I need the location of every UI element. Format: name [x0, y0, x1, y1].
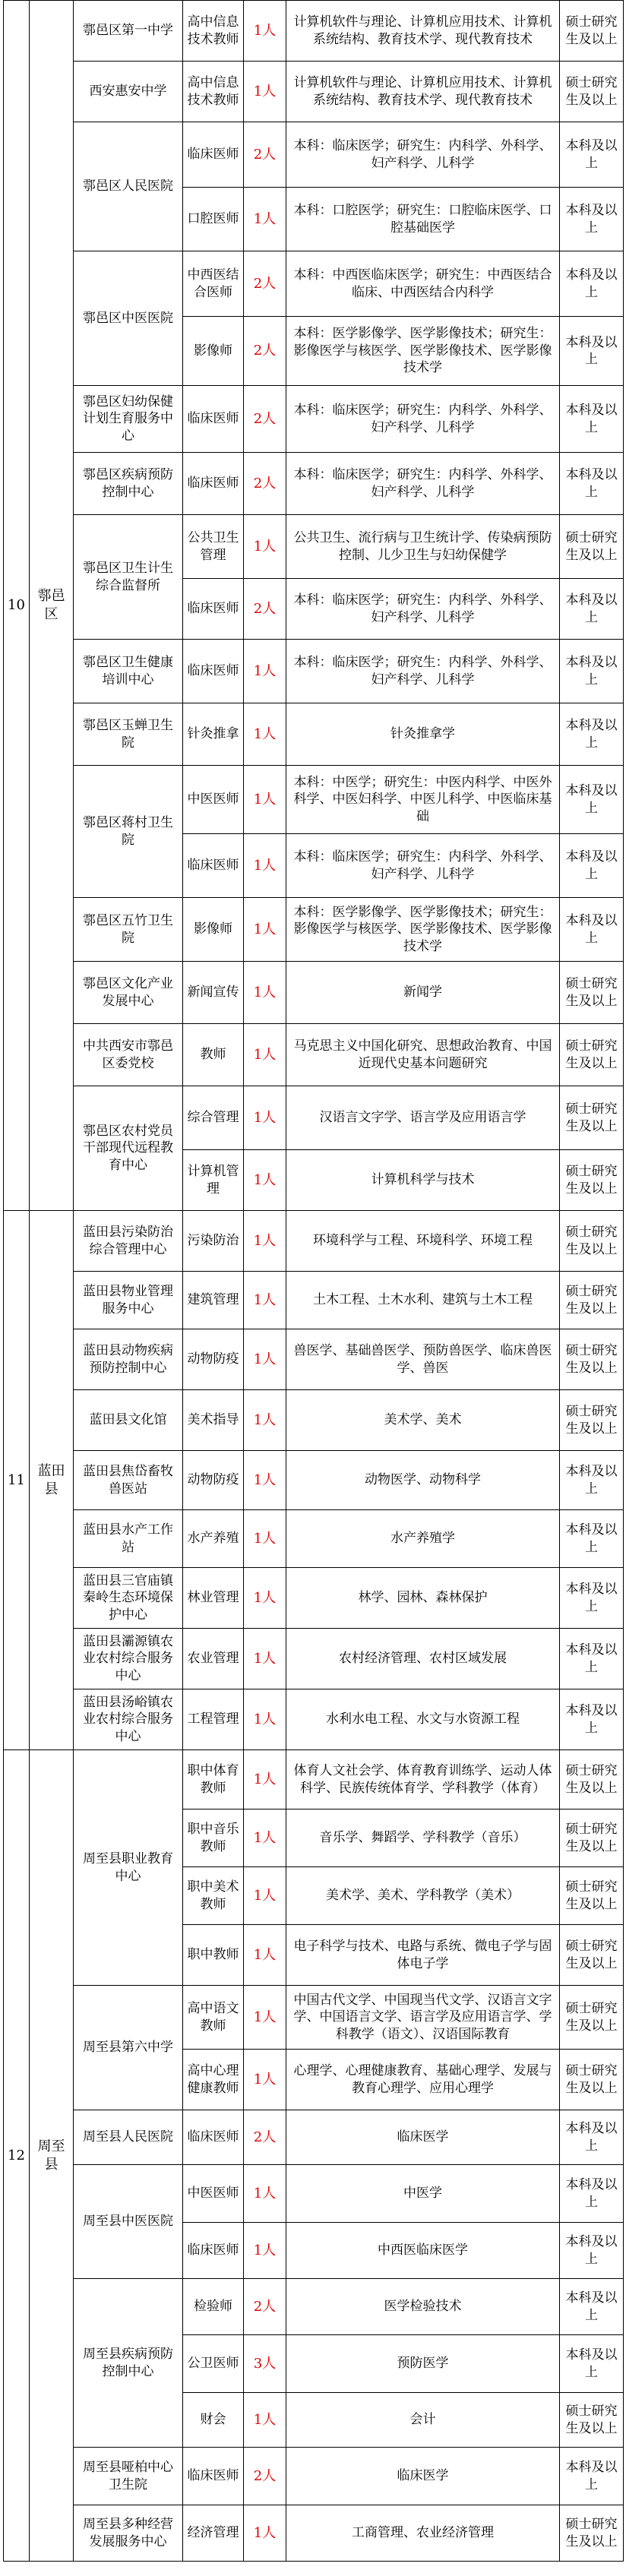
- education-cell: 硕士研究生及以上: [560, 1329, 624, 1390]
- unit-cell: 蓝田县汤峪镇农业农村综合服务中心: [74, 1689, 183, 1750]
- unit-cell: 蓝田县动物疾病预防控制中心: [74, 1329, 183, 1390]
- major-cell: 农村经济管理、农村区域发展: [286, 1629, 560, 1689]
- major-cell: 马克思主义中国化研究、思想政治教育、中国近现代史基本问题研究: [286, 1024, 560, 1086]
- unit-cell: 鄠邑区疾病预防控制中心: [74, 453, 183, 515]
- headcount-cell: 1人: [244, 1024, 286, 1086]
- table-row: [4, 703, 624, 766]
- education-cell: 本科及以上: [560, 703, 624, 766]
- education-cell: 硕士研究生及以上: [560, 1390, 624, 1451]
- post-cell: 中医医师: [183, 2165, 244, 2223]
- education-cell: 硕士研究生及以上: [560, 962, 624, 1024]
- education-cell: 本科及以上: [560, 122, 624, 188]
- major-cell: 中医学: [286, 2165, 560, 2223]
- headcount-cell: 1人: [244, 1689, 286, 1750]
- headcount-cell: 1人: [244, 2223, 286, 2279]
- major-cell: 美术学、美术、学科教学（美术）: [286, 1867, 560, 1925]
- major-cell: 美术学、美术: [286, 1390, 560, 1451]
- unit-cell: 周至县中医医院: [74, 2165, 183, 2279]
- education-cell: 硕士研究生及以上: [560, 1086, 624, 1150]
- post-cell: 林业管理: [183, 1568, 244, 1629]
- unit-cell: 周至县人民医院: [74, 2110, 183, 2165]
- table-row: [4, 1390, 624, 1451]
- education-cell: 本科及以上: [560, 251, 624, 317]
- headcount-cell: 1人: [244, 1211, 286, 1272]
- headcount-cell: 2人: [244, 386, 286, 453]
- education-cell: 本科及以上: [560, 188, 624, 251]
- unit-cell: 鄠邑区玉蝉卫生院: [74, 703, 183, 766]
- major-cell: 动物医学、动物科学: [286, 1451, 560, 1510]
- headcount-cell: 1人: [244, 1629, 286, 1689]
- major-cell: 针灸推拿学: [286, 703, 560, 766]
- major-cell: 心理学、心理健康教育、基础心理学、发展与教育心理学、应用心理学: [286, 2050, 560, 2110]
- recruitment-table: [3, 0, 624, 2562]
- headcount-cell: 1人: [244, 1272, 286, 1329]
- headcount-cell: 1人: [244, 1568, 286, 1629]
- post-cell: 影像师: [183, 317, 244, 386]
- headcount-cell: 1人: [244, 640, 286, 703]
- table-row: [4, 2165, 624, 2223]
- post-cell: 临床医师: [183, 2448, 244, 2505]
- post-cell: 中医医师: [183, 766, 244, 834]
- table-row: [4, 2110, 624, 2165]
- headcount-cell: 2人: [244, 579, 286, 640]
- table-row: [4, 1, 624, 62]
- education-cell: 本科及以上: [560, 2165, 624, 2223]
- headcount-cell: 3人: [244, 2335, 286, 2393]
- major-cell: 新闻学: [286, 962, 560, 1024]
- post-cell: 影像师: [183, 898, 244, 962]
- major-cell: 工商管理、农业经济管理: [286, 2505, 560, 2562]
- post-cell: 高中语文教师: [183, 1986, 244, 2050]
- post-cell: 中西医结合医师: [183, 251, 244, 317]
- table-row: [4, 1329, 624, 1390]
- education-cell: 本科及以上: [560, 766, 624, 834]
- major-cell: 本科：中医学；研究生：中医内科学、中医外科学、中医妇科学、中医儿科学、中医临床基础: [286, 766, 560, 834]
- post-cell: 职中音乐教师: [183, 1810, 244, 1867]
- post-cell: 动物防疫: [183, 1451, 244, 1510]
- county-cell: 蓝田县: [30, 1211, 74, 1750]
- table-row: [4, 1510, 624, 1568]
- headcount-cell: 1人: [244, 1390, 286, 1451]
- headcount-cell: 1人: [244, 62, 286, 122]
- education-cell: 本科及以上: [560, 1451, 624, 1510]
- headcount-cell: 1人: [244, 188, 286, 251]
- education-cell: 硕士研究生及以上: [560, 1986, 624, 2050]
- post-cell: 临床医师: [183, 122, 244, 188]
- unit-cell: 鄠邑区农村党员干部现代远程教育中心: [74, 1086, 183, 1211]
- table-row: [4, 251, 624, 317]
- post-cell: 临床医师: [183, 386, 244, 453]
- education-cell: 硕士研究生及以上: [560, 1867, 624, 1925]
- major-cell: 本科：临床医学；研究生：内科学、外科学、妇产科学、儿科学: [286, 386, 560, 453]
- post-cell: 临床医师: [183, 2110, 244, 2165]
- table-row: [4, 1086, 624, 1150]
- unit-cell: 周至县第六中学: [74, 1986, 183, 2110]
- post-cell: 职中体育教师: [183, 1750, 244, 1810]
- education-cell: 本科及以上: [560, 579, 624, 640]
- major-cell: 计算机软件与理论、计算机应用技术、计算机系统结构、教育技术学、现代教育技术: [286, 1, 560, 62]
- table-row: [4, 2448, 624, 2505]
- education-cell: 本科及以上: [560, 386, 624, 453]
- table-row: [4, 1750, 624, 1810]
- table-row: [4, 1272, 624, 1329]
- headcount-cell: 1人: [244, 1086, 286, 1150]
- headcount-cell: 2人: [244, 2279, 286, 2335]
- table-row: [4, 453, 624, 515]
- major-cell: 中国古代文学、中国现当代文学、汉语言文字学、中国语言文学、语言学及应用语言学、学科教学（语文）、汉语国际教育: [286, 1986, 560, 2050]
- table-row: [4, 62, 624, 122]
- unit-cell: 鄠邑区人民医院: [74, 122, 183, 251]
- table-row: [4, 962, 624, 1024]
- post-cell: 临床医师: [183, 579, 244, 640]
- education-cell: 本科及以上: [560, 317, 624, 386]
- headcount-cell: 1人: [244, 1, 286, 62]
- post-cell: 建筑管理: [183, 1272, 244, 1329]
- major-cell: 本科：临床医学；研究生：内科学、外科学、妇产科学、儿科学: [286, 834, 560, 898]
- major-cell: 环境科学与工程、环境科学、环境工程: [286, 1211, 560, 1272]
- major-cell: 会计: [286, 2393, 560, 2448]
- table-row: [4, 515, 624, 579]
- education-cell: 本科及以上: [560, 2448, 624, 2505]
- headcount-cell: 1人: [244, 962, 286, 1024]
- major-cell: 中西医临床医学: [286, 2223, 560, 2279]
- headcount-cell: 1人: [244, 1986, 286, 2050]
- major-cell: 汉语言文字学、语言学及应用语言学: [286, 1086, 560, 1150]
- education-cell: 本科及以上: [560, 2279, 624, 2335]
- education-cell: 硕士研究生及以上: [560, 1024, 624, 1086]
- county-cell: 鄠邑区: [30, 1, 74, 1211]
- headcount-cell: 1人: [244, 1925, 286, 1986]
- major-cell: 兽医学、基础兽医学、预防兽医学、临床兽医学、兽医: [286, 1329, 560, 1390]
- table-row: [4, 2279, 624, 2335]
- post-cell: 美术指导: [183, 1390, 244, 1451]
- major-cell: 临床医学: [286, 2448, 560, 2505]
- table-row: [4, 2505, 624, 2562]
- post-cell: 新闻宣传: [183, 962, 244, 1024]
- unit-cell: 鄠邑区卫生健康培训中心: [74, 640, 183, 703]
- post-cell: 污染防治: [183, 1211, 244, 1272]
- major-cell: 音乐学、舞蹈学、学科教学（音乐）: [286, 1810, 560, 1867]
- unit-cell: 蓝田县文化馆: [74, 1390, 183, 1451]
- headcount-cell: 1人: [244, 1810, 286, 1867]
- major-cell: 本科：医学影像学、医学影像技术；研究生：影像医学与核医学、医学影像技术、医学影像技术学: [286, 317, 560, 386]
- post-cell: 工程管理: [183, 1689, 244, 1750]
- education-cell: 本科及以上: [560, 1629, 624, 1689]
- education-cell: 硕士研究生及以上: [560, 1925, 624, 1986]
- major-cell: 水利水电工程、水文与水资源工程: [286, 1689, 560, 1750]
- table-row: [4, 640, 624, 703]
- post-cell: 动物防疫: [183, 1329, 244, 1390]
- headcount-cell: 1人: [244, 2393, 286, 2448]
- education-cell: 硕士研究生及以上: [560, 515, 624, 579]
- unit-cell: 中共西安市鄠邑区委党校: [74, 1024, 183, 1086]
- headcount-cell: 2人: [244, 2110, 286, 2165]
- unit-cell: 鄠邑区中医医院: [74, 251, 183, 386]
- major-cell: 计算机软件与理论、计算机应用技术、计算机系统结构、教育技术学、现代教育技术: [286, 62, 560, 122]
- table-row: [4, 898, 624, 962]
- unit-cell: 鄠邑区五竹卫生院: [74, 898, 183, 962]
- table-row: [4, 766, 624, 834]
- unit-cell: 蓝田县物业管理服务中心: [74, 1272, 183, 1329]
- headcount-cell: 1人: [244, 1329, 286, 1390]
- major-cell: 临床医学: [286, 2110, 560, 2165]
- education-cell: 本科及以上: [560, 640, 624, 703]
- table-row: [4, 122, 624, 188]
- education-cell: 硕士研究生及以上: [560, 2050, 624, 2110]
- table-row: [4, 1451, 624, 1510]
- post-cell: 检验师: [183, 2279, 244, 2335]
- headcount-cell: 1人: [244, 1750, 286, 1810]
- headcount-cell: 2人: [244, 453, 286, 515]
- post-cell: 高中心理健康教师: [183, 2050, 244, 2110]
- table-row: [4, 1211, 624, 1272]
- major-cell: 水产养殖学: [286, 1510, 560, 1568]
- post-cell: 临床医师: [183, 640, 244, 703]
- education-cell: 本科及以上: [560, 1689, 624, 1750]
- county-cell: 周至县: [30, 1750, 74, 2562]
- education-cell: 硕士研究生及以上: [560, 62, 624, 122]
- unit-cell: 周至县多种经营发展服务中心: [74, 2505, 183, 2562]
- post-cell: 综合管理: [183, 1086, 244, 1150]
- major-cell: 林学、园林、森林保护: [286, 1568, 560, 1629]
- table-row: [4, 386, 624, 453]
- unit-cell: 周至县哑柏中心卫生院: [74, 2448, 183, 2505]
- unit-cell: 蓝田县焦岱畜牧兽医站: [74, 1451, 183, 1510]
- education-cell: 本科及以上: [560, 453, 624, 515]
- headcount-cell: 2人: [244, 251, 286, 317]
- unit-cell: 西安惠安中学: [74, 62, 183, 122]
- education-cell: 硕士研究生及以上: [560, 1150, 624, 1211]
- headcount-cell: 1人: [244, 834, 286, 898]
- post-cell: 计算机管理: [183, 1150, 244, 1211]
- headcount-cell: 1人: [244, 2165, 286, 2223]
- post-cell: 临床医师: [183, 834, 244, 898]
- education-cell: 本科及以上: [560, 1510, 624, 1568]
- major-cell: 本科：临床医学；研究生：内科学、外科学、妇产科学、儿科学: [286, 453, 560, 515]
- table-row: [4, 1568, 624, 1629]
- headcount-cell: 1人: [244, 515, 286, 579]
- major-cell: 本科：中西医临床医学；研究生：中西医结合临床、中西医结合内科学: [286, 251, 560, 317]
- headcount-cell: 1人: [244, 703, 286, 766]
- unit-cell: 鄠邑区卫生计生综合监督所: [74, 515, 183, 640]
- major-cell: 医学检验技术: [286, 2279, 560, 2335]
- post-cell: 口腔医师: [183, 188, 244, 251]
- education-cell: 硕士研究生及以上: [560, 1810, 624, 1867]
- major-cell: 本科：口腔医学；研究生：口腔临床医学、口腔基础医学: [286, 188, 560, 251]
- headcount-cell: 2人: [244, 317, 286, 386]
- post-cell: 高中信息技术教师: [183, 62, 244, 122]
- unit-cell: 蓝田县三官庙镇秦岭生态环境保护中心: [74, 1568, 183, 1629]
- major-cell: 体育人文社会学、体育教育训练学、运动人体科学、民族传统体育学、学科教学（体育）: [286, 1750, 560, 1810]
- post-cell: 教师: [183, 1024, 244, 1086]
- headcount-cell: 2人: [244, 122, 286, 188]
- post-cell: 职中美术教师: [183, 1867, 244, 1925]
- major-cell: 本科：临床医学；研究生：内科学、外科学、妇产科学、儿科学: [286, 122, 560, 188]
- unit-cell: 鄠邑区第一中学: [74, 1, 183, 62]
- post-cell: 公卫医师: [183, 2335, 244, 2393]
- unit-cell: 鄠邑区文化产业发展中心: [74, 962, 183, 1024]
- headcount-cell: 1人: [244, 1510, 286, 1568]
- education-cell: 本科及以上: [560, 2335, 624, 2393]
- education-cell: 硕士研究生及以上: [560, 1211, 624, 1272]
- headcount-cell: 2人: [244, 2448, 286, 2505]
- group-index-cell: 10: [4, 1, 30, 1211]
- unit-cell: 鄠邑区妇幼保健计划生育服务中心: [74, 386, 183, 453]
- unit-cell: 周至县疾病预防控制中心: [74, 2279, 183, 2448]
- post-cell: 财会: [183, 2393, 244, 2448]
- post-cell: 经济管理: [183, 2505, 244, 2562]
- education-cell: 本科及以上: [560, 1568, 624, 1629]
- education-cell: 本科及以上: [560, 834, 624, 898]
- unit-cell: 周至县职业教育中心: [74, 1750, 183, 1986]
- unit-cell: 鄠邑区蒋村卫生院: [74, 766, 183, 898]
- education-cell: 硕士研究生及以上: [560, 1272, 624, 1329]
- table-row: [4, 1689, 624, 1750]
- post-cell: 水产养殖: [183, 1510, 244, 1568]
- unit-cell: 蓝田县水产工作站: [74, 1510, 183, 1568]
- post-cell: 职中教师: [183, 1925, 244, 1986]
- group-index-cell: 12: [4, 1750, 30, 2562]
- table-row: [4, 1986, 624, 2050]
- post-cell: 公共卫生管理: [183, 515, 244, 579]
- major-cell: 预防医学: [286, 2335, 560, 2393]
- headcount-cell: 1人: [244, 766, 286, 834]
- post-cell: 高中信息技术教师: [183, 1, 244, 62]
- education-cell: 硕士研究生及以上: [560, 1750, 624, 1810]
- headcount-cell: 1人: [244, 1451, 286, 1510]
- table-row: [4, 1629, 624, 1689]
- headcount-cell: 1人: [244, 1150, 286, 1211]
- education-cell: 硕士研究生及以上: [560, 2505, 624, 2562]
- education-cell: 本科及以上: [560, 2110, 624, 2165]
- group-index-cell: 11: [4, 1211, 30, 1750]
- table-row: [4, 1024, 624, 1086]
- education-cell: 硕士研究生及以上: [560, 1, 624, 62]
- major-cell: 本科：医学影像学、医学影像技术；研究生：影像医学与核医学、医学影像技术、医学影像技术学: [286, 898, 560, 962]
- headcount-cell: 1人: [244, 1867, 286, 1925]
- headcount-cell: 1人: [244, 898, 286, 962]
- major-cell: 公共卫生、流行病与卫生统计学、传染病预防控制、儿少卫生与妇幼保健学: [286, 515, 560, 579]
- unit-cell: 蓝田县污染防治综合管理中心: [74, 1211, 183, 1272]
- education-cell: 硕士研究生及以上: [560, 2393, 624, 2448]
- unit-cell: 蓝田县灞源镇农业农村综合服务中心: [74, 1629, 183, 1689]
- major-cell: 土木工程、土木水利、建筑与土木工程: [286, 1272, 560, 1329]
- education-cell: 本科及以上: [560, 2223, 624, 2279]
- post-cell: 农业管理: [183, 1629, 244, 1689]
- post-cell: 临床医师: [183, 2223, 244, 2279]
- major-cell: 本科：临床医学；研究生：内科学、外科学、妇产科学、儿科学: [286, 640, 560, 703]
- post-cell: 针灸推拿: [183, 703, 244, 766]
- headcount-cell: 1人: [244, 2505, 286, 2562]
- major-cell: 电子科学与技术、电路与系统、微电子学与固体电子学: [286, 1925, 560, 1986]
- post-cell: 临床医师: [183, 453, 244, 515]
- major-cell: 本科：临床医学；研究生：内科学、外科学、妇产科学、儿科学: [286, 579, 560, 640]
- education-cell: 本科及以上: [560, 898, 624, 962]
- major-cell: 计算机科学与技术: [286, 1150, 560, 1211]
- headcount-cell: 1人: [244, 2050, 286, 2110]
